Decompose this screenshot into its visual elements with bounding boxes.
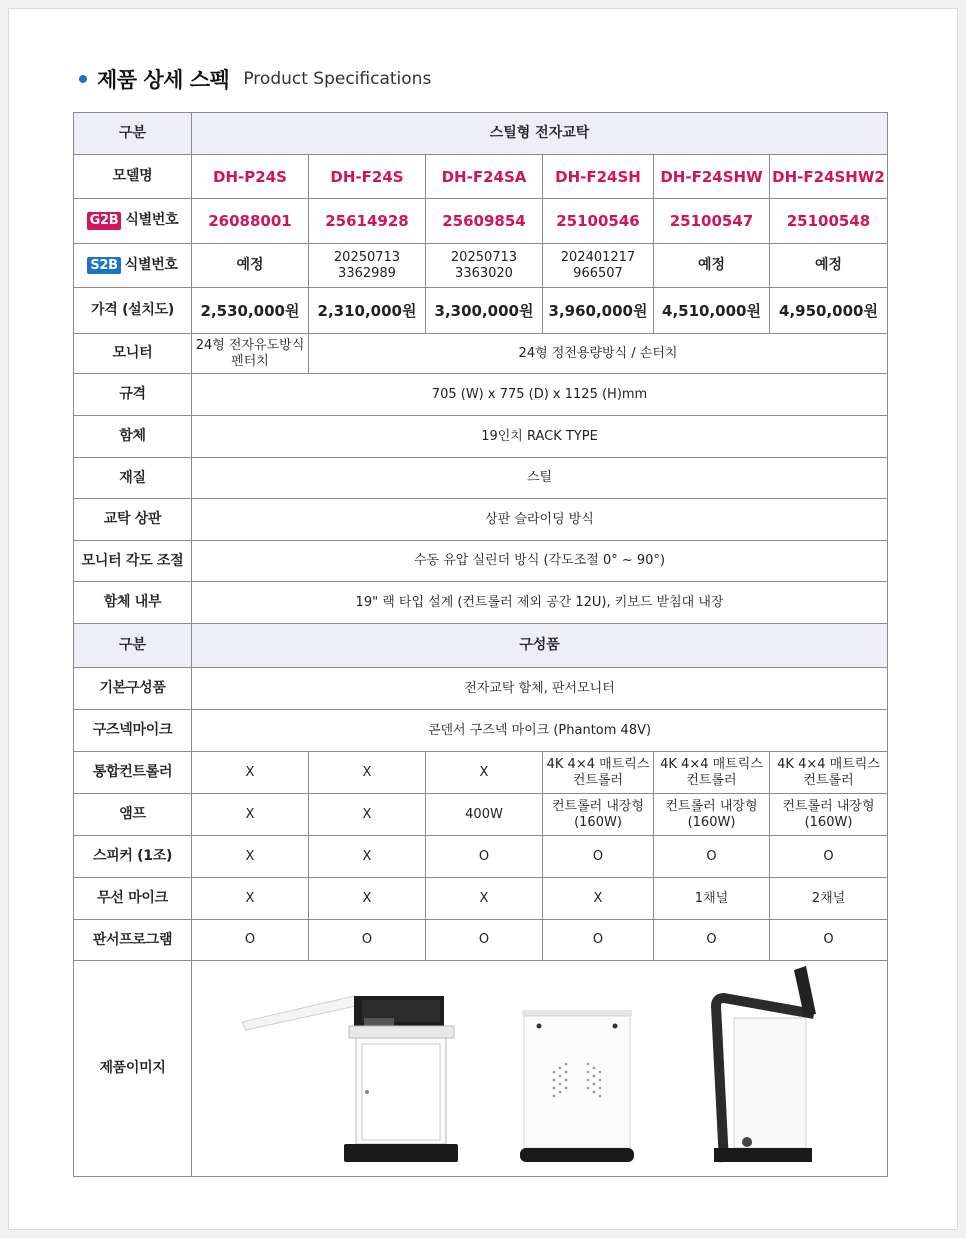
row-label-size: 규격 — [74, 374, 192, 416]
controller-cell: X — [309, 752, 426, 794]
amp-cell: 400W — [426, 794, 543, 836]
g2b-row — [74, 199, 888, 244]
row-label-g2b — [74, 199, 192, 244]
wireless-cell: X — [426, 878, 543, 920]
wireless-cell: X — [543, 878, 654, 920]
angle-value: 수동 유압 실린더 방식 (각도조절 0° ~ 90°) — [192, 541, 888, 582]
speaker-cell: O — [543, 836, 654, 878]
lectern-side-image — [714, 966, 816, 1162]
s2b-badge: S2B — [87, 257, 120, 275]
material-value: 스틸 — [192, 458, 888, 499]
row-label-case: 함체 — [74, 416, 192, 458]
speaker-cell: X — [192, 836, 309, 878]
controller-cell: 4K 4×4 매트릭스 컨트롤러 — [654, 752, 770, 794]
s2b-cell: 예정 — [770, 244, 888, 288]
components-group-row — [74, 624, 888, 668]
g2b-cell: 25100546 — [543, 199, 654, 244]
section-heading — [79, 63, 431, 95]
row-label-material: 재질 — [74, 458, 192, 499]
lectern-open-top-image — [242, 996, 458, 1162]
model-cell: DH-F24SH — [543, 155, 654, 199]
components-group-value: 구성품 — [192, 624, 888, 668]
model-cell: DH-P24S — [192, 155, 309, 199]
wireless-cell: X — [309, 878, 426, 920]
price-cell: 4,950,000원 — [770, 288, 888, 334]
basic-value: 전자교탁 함체, 판서모니터 — [192, 668, 888, 710]
price-cell: 3,960,000원 — [543, 288, 654, 334]
spec-group-row — [74, 113, 888, 155]
s2b-cell: 예정 — [654, 244, 770, 288]
g2b-label: 식별번호 — [125, 212, 179, 229]
s2b-label: 식별번호 — [124, 256, 178, 273]
row-label-image: 제품이미지 — [74, 961, 192, 1177]
program-cell: O — [192, 920, 309, 961]
controller-cell: 4K 4×4 매트릭스 컨트롤러 — [543, 752, 654, 794]
amp-row — [74, 794, 888, 836]
page — [8, 8, 958, 1230]
top-value: 상판 슬라이딩 방식 — [192, 499, 888, 541]
model-row — [74, 155, 888, 199]
case-value: 19인치 RACK TYPE — [192, 416, 888, 458]
controller-cell: 4K 4×4 매트릭스 컨트롤러 — [770, 752, 888, 794]
row-label-price: 가격 (설치도) — [74, 288, 192, 334]
bullet-dot-icon — [79, 75, 87, 83]
g2b-cell: 25100547 — [654, 199, 770, 244]
top-row — [74, 499, 888, 541]
heading-korean: 제품 상세 스펙 — [97, 68, 230, 92]
amp-cell: X — [192, 794, 309, 836]
monitor-first-cell: 24형 전자유도방식 펜터치 — [192, 334, 309, 374]
size-row — [74, 374, 888, 416]
amp-cell: 컨트롤러 내장형 (160W) — [543, 794, 654, 836]
wireless-row — [74, 878, 888, 920]
row-label-speaker: 스피커 (1조) — [74, 836, 192, 878]
components-group-label: 구분 — [74, 624, 192, 668]
row-label-angle: 모니터 각도 조절 — [74, 541, 192, 582]
controller-row — [74, 752, 888, 794]
g2b-badge: G2B — [87, 212, 122, 230]
basic-row — [74, 668, 888, 710]
s2b-cell: 202401217 966507 — [543, 244, 654, 288]
angle-row — [74, 541, 888, 582]
model-cell: DH-F24SA — [426, 155, 543, 199]
amp-cell: X — [309, 794, 426, 836]
price-cell: 3,300,000원 — [426, 288, 543, 334]
row-label-basic: 기본구성품 — [74, 668, 192, 710]
monitor-row — [74, 334, 888, 374]
product-images-cell — [192, 961, 888, 1177]
g2b-cell: 25100548 — [770, 199, 888, 244]
row-label-controller: 통합컨트롤러 — [74, 752, 192, 794]
mic-value: 콘덴서 구즈넥 마이크 (Phantom 48V) — [192, 710, 888, 752]
s2b-cell: 20250713 3362989 — [309, 244, 426, 288]
material-row — [74, 458, 888, 499]
model-cell: DH-F24S — [309, 155, 426, 199]
model-cell: DH-F24SHW2 — [770, 155, 888, 199]
program-cell: O — [309, 920, 426, 961]
row-label-program: 판서프로그램 — [74, 920, 192, 961]
price-cell: 2,530,000원 — [192, 288, 309, 334]
row-label-mic: 구즈넥마이크 — [74, 710, 192, 752]
row-label-amp: 앰프 — [74, 794, 192, 836]
wireless-cell: 1채널 — [654, 878, 770, 920]
image-row — [74, 961, 888, 1177]
program-row — [74, 920, 888, 961]
amp-cell: 컨트롤러 내장형 (160W) — [770, 794, 888, 836]
g2b-cell: 25614928 — [309, 199, 426, 244]
price-cell: 2,310,000원 — [309, 288, 426, 334]
row-label-wireless: 무선 마이크 — [74, 878, 192, 920]
s2b-cell: 20250713 3363020 — [426, 244, 543, 288]
g2b-cell: 25609854 — [426, 199, 543, 244]
wireless-cell: X — [192, 878, 309, 920]
row-label-model: 모델명 — [74, 155, 192, 199]
price-row — [74, 288, 888, 334]
speaker-cell: X — [309, 836, 426, 878]
monitor-rest-cell: 24형 정전용량방식 / 손터치 — [309, 334, 888, 374]
speaker-cell: O — [654, 836, 770, 878]
group-value: 스틸형 전자교탁 — [192, 113, 888, 155]
program-cell: O — [770, 920, 888, 961]
lectern-front-image — [520, 1010, 634, 1162]
inside-value: 19" 랙 타입 설계 (컨트롤러 제외 공간 12U), 키보드 받침대 내장 — [192, 582, 888, 624]
program-cell: O — [426, 920, 543, 961]
row-label-s2b — [74, 244, 192, 288]
mic-row — [74, 710, 888, 752]
size-value: 705 (W) x 775 (D) x 1125 (H)mm — [192, 374, 888, 416]
s2b-row — [74, 244, 888, 288]
controller-cell: X — [426, 752, 543, 794]
amp-cell: 컨트롤러 내장형 (160W) — [654, 794, 770, 836]
wireless-cell: 2채널 — [770, 878, 888, 920]
speaker-cell: O — [426, 836, 543, 878]
program-cell: O — [654, 920, 770, 961]
row-label-inside: 함체 내부 — [74, 582, 192, 624]
speaker-cell: O — [770, 836, 888, 878]
program-cell: O — [543, 920, 654, 961]
row-label-top: 교탁 상판 — [74, 499, 192, 541]
model-cell: DH-F24SHW — [654, 155, 770, 199]
case-row — [74, 416, 888, 458]
product-images — [194, 962, 888, 1176]
s2b-cell: 예정 — [192, 244, 309, 288]
controller-cell: X — [192, 752, 309, 794]
speaker-row — [74, 836, 888, 878]
spec-table — [73, 112, 888, 1177]
inside-row — [74, 582, 888, 624]
heading-english: Product Specifications — [243, 69, 432, 89]
product-illustrations — [194, 962, 888, 1176]
row-label-monitor: 모니터 — [74, 334, 192, 374]
price-cell: 4,510,000원 — [654, 288, 770, 334]
group-label: 구분 — [74, 113, 192, 155]
g2b-cell: 26088001 — [192, 199, 309, 244]
